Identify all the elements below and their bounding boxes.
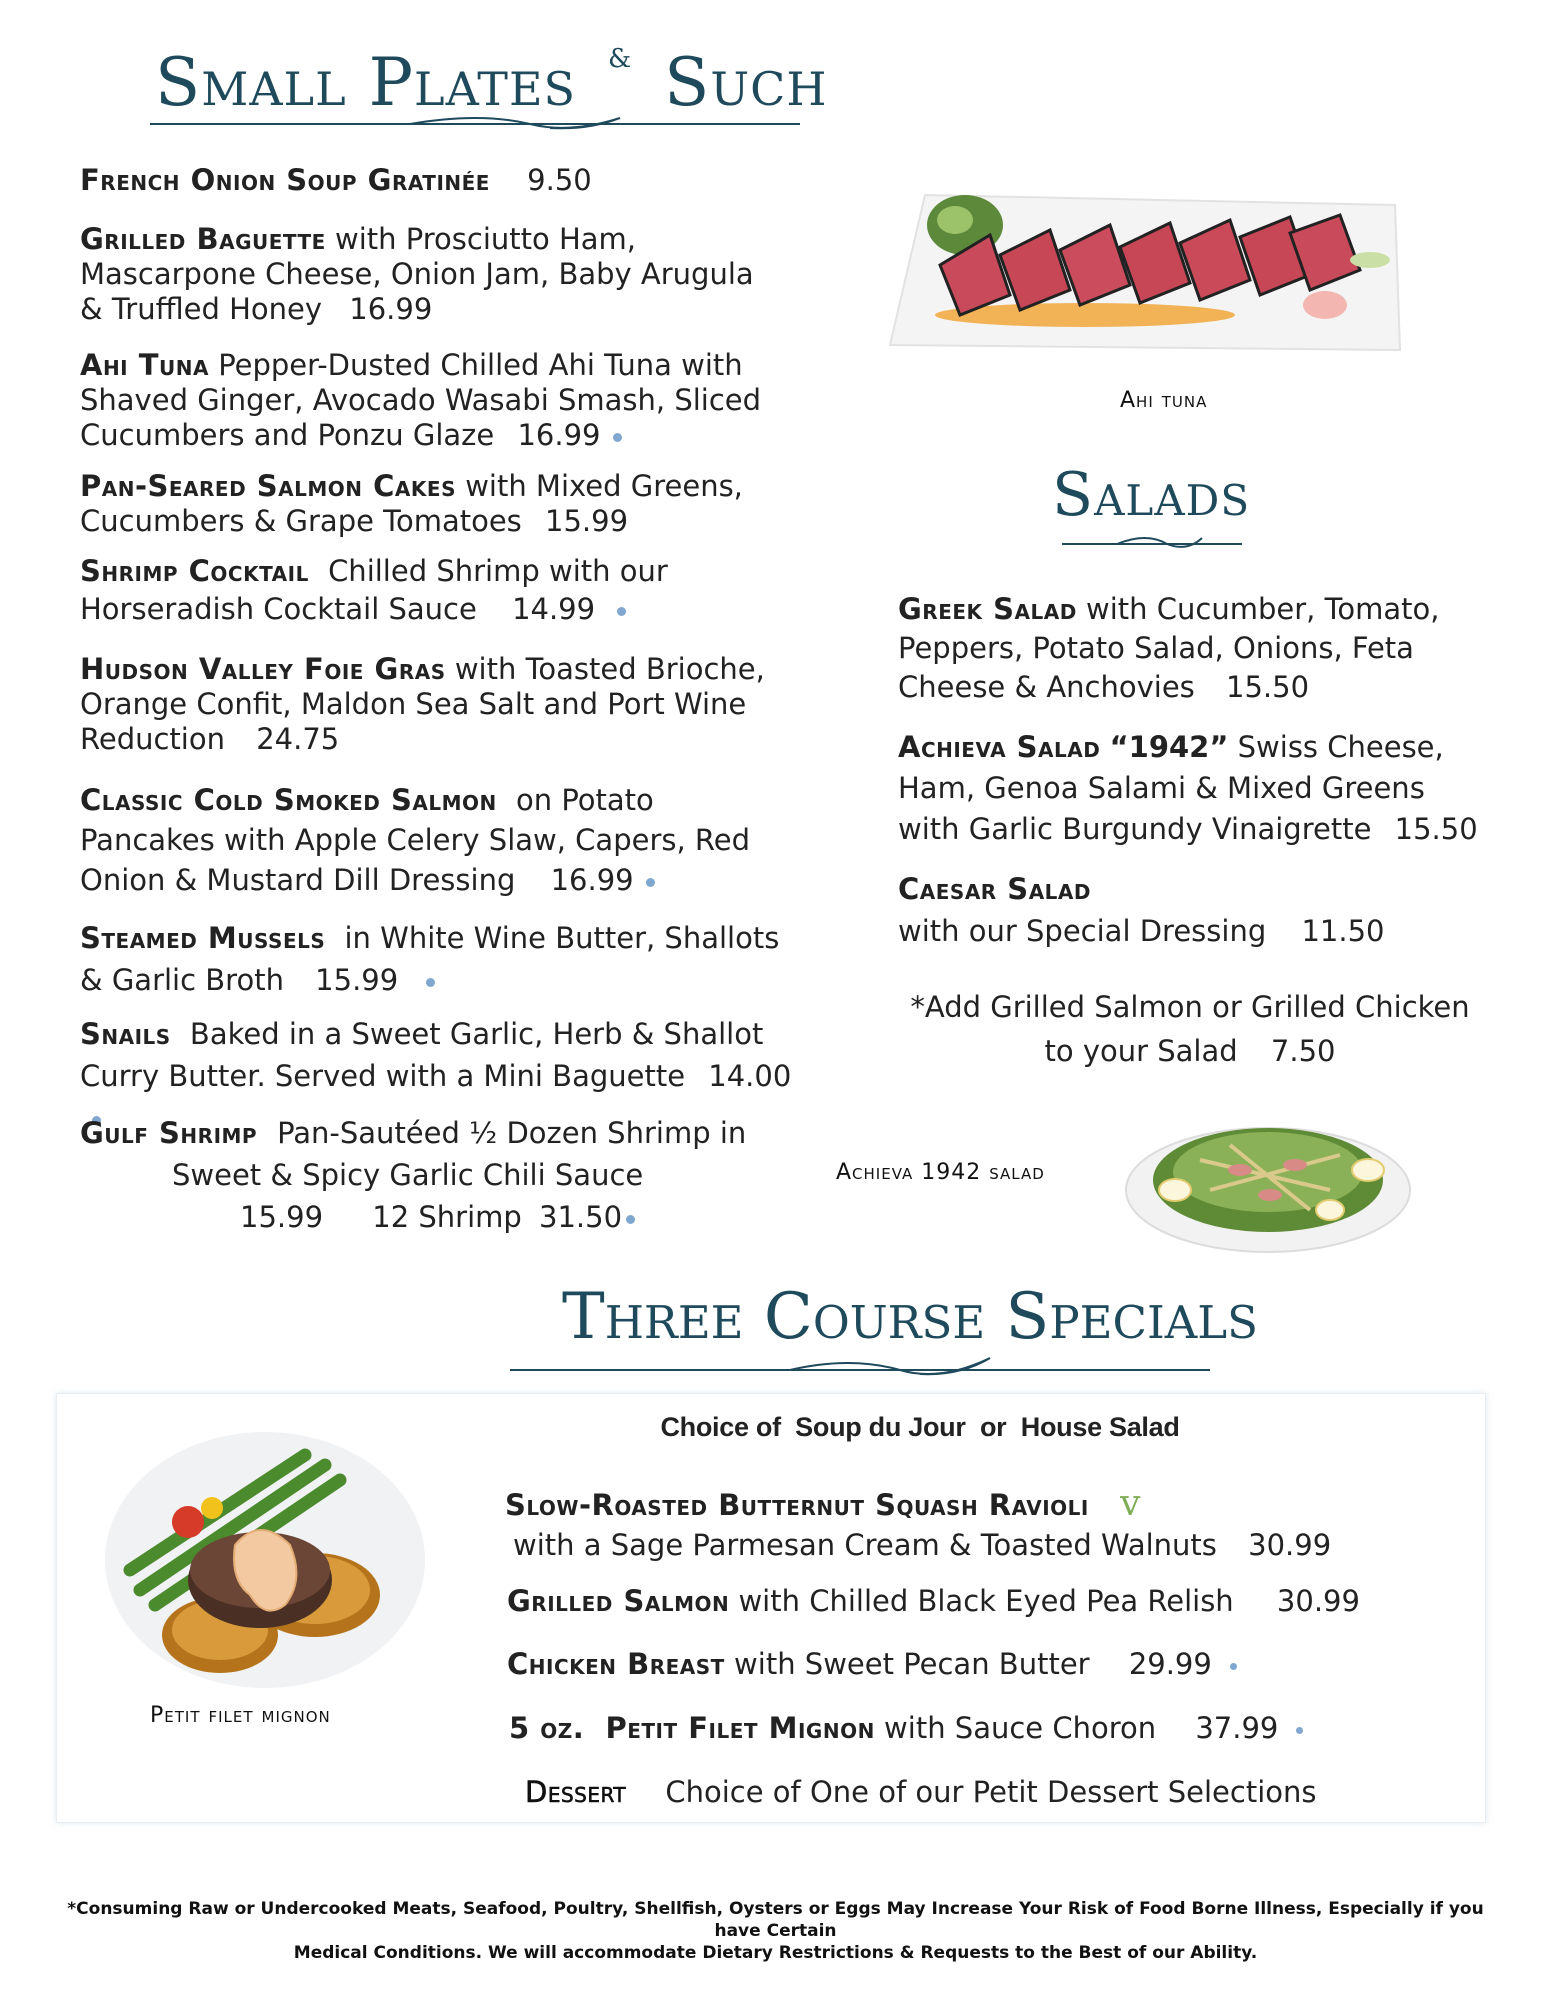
item-price: 15.50 (1226, 670, 1310, 704)
special-dot-icon (426, 978, 435, 987)
filet-mignon-photo (100, 1430, 430, 1690)
menu-item-salmon-cakes (80, 469, 800, 539)
item-name: Caesar Salad (898, 872, 1091, 906)
special-dot-icon (646, 878, 655, 887)
item-desc: with Chilled Black Eyed Pea Relish (738, 1584, 1234, 1618)
achieva-salad-caption: Achieva 1942 salad (836, 1160, 1045, 1185)
item-name: Grilled Baguette (80, 222, 326, 256)
item-price: 15.50 (1394, 812, 1478, 846)
item-name: 5 oz. Petit Filet Mignon (509, 1711, 875, 1745)
item-desc: in White Wine Butter, Shallots & Garlic Broth (80, 921, 780, 997)
menu-item-grilled-baguette (80, 222, 760, 327)
item-desc: Swiss Cheese, Ham, Genoa Salami & Mixed Greens with Garlic Burgundy Vinaigrette (898, 730, 1444, 846)
item-name: Shrimp Cocktail (80, 554, 309, 588)
item-desc: with Sweet Pecan Butter (734, 1647, 1090, 1681)
item-desc: with Toasted Brioche, Orange Confit, Maldon Sea Salt and Port Wine Reduction (80, 652, 765, 756)
item-desc: Chilled Shrimp with our Horseradish Cocktail Sauce (80, 554, 668, 626)
item-price: 30.99 (1276, 1584, 1360, 1618)
item-price: 16.99 (517, 418, 601, 452)
item-name: Ahi Tuna (80, 348, 209, 382)
item-name: Slow-Roasted Butternut Squash Ravioli (505, 1488, 1089, 1522)
item-name: French Onion Soup Gratinée (80, 163, 490, 197)
menu-item-french-onion (80, 163, 720, 198)
item-name: Grilled Salmon (507, 1584, 730, 1618)
special-item-salmon (507, 1584, 1407, 1619)
special-dot-icon (1230, 1663, 1237, 1670)
item-desc: Pepper-Dusted Chilled Ahi Tuna with Shaved Ginger, Avocado Wasabi Smash, Sliced Cucumbers and Ponzu Glaze (80, 348, 762, 452)
footer-disclaimer (60, 1898, 1491, 1964)
item-price: 30.99 (1248, 1528, 1332, 1562)
item-price: 15.99 (240, 1200, 324, 1234)
special-item-filet (509, 1711, 1409, 1746)
special-item-chicken (507, 1647, 1407, 1682)
item-price: 15.99 (545, 504, 629, 538)
item-desc: with our Special Dressing (898, 914, 1267, 948)
special-dot-icon (617, 607, 626, 616)
item-price-label: 12 Shrimp (372, 1200, 522, 1234)
item-price: 11.50 (1301, 914, 1385, 948)
salad-addon-line2: to your Salad (1044, 1034, 1238, 1068)
item-price: 16.99 (349, 292, 433, 326)
item-name: Classic Cold Smoked Salmon (80, 783, 497, 817)
item-price-2: 31.50 (539, 1200, 623, 1234)
salads-heading: Salads (1052, 460, 1251, 530)
specials-flourish (510, 1352, 1210, 1382)
special-dot-icon (1296, 1727, 1303, 1734)
special-item-ravioli (505, 1484, 1405, 1565)
item-name: Greek Salad (898, 592, 1077, 626)
item-name: Dessert (525, 1775, 627, 1809)
item-desc: Baked in a Sweet Garlic, Herb & Shallot Curry Butter. Served with a Mini Baguette (80, 1017, 764, 1093)
special-dot-icon (613, 433, 622, 442)
item-price: 16.99 (550, 863, 634, 897)
item-desc-line2: Sweet & Spicy Garlic Chili Sauce (172, 1158, 644, 1192)
salad-addon (890, 985, 1490, 1073)
specials-heading: Three Course Specials (562, 1280, 1258, 1354)
small-plates-amp: & (608, 44, 633, 74)
salad-item-greek (898, 590, 1478, 707)
item-name: Chicken Breast (507, 1647, 725, 1681)
menu-item-mussels (80, 917, 780, 1001)
footer-line1: *Consuming Raw or Undercooked Meats, Seafood, Poultry, Shellfish, Oysters or Eggs May Increase Your Risk of Food Borne Illness, Especially if you have Certain (67, 1899, 1484, 1941)
special-item-dessert (525, 1775, 1425, 1810)
item-desc: on Potato Pancakes with Apple Celery Slaw, Capers, Red Onion & Mustard Dill Dressing (80, 783, 751, 897)
item-desc: with Mixed Greens, Cucumbers & Grape Tomatoes (80, 469, 743, 538)
item-name: Hudson Valley Foie Gras (80, 652, 446, 686)
salad-addon-price: 7.50 (1270, 1034, 1336, 1068)
filet-mignon-caption: Petit filet mignon (150, 1703, 331, 1728)
small-plates-title-end: Such (664, 44, 828, 121)
item-price: 14.99 (512, 592, 596, 626)
item-desc: Choice of One of our Petit Dessert Selections (665, 1775, 1317, 1809)
salad-item-achieva (898, 727, 1478, 850)
item-price: 29.99 (1128, 1647, 1212, 1681)
ahi-tuna-photo (885, 165, 1405, 365)
item-name: Pan-Seared Salmon Cakes (80, 469, 456, 503)
item-desc: with Cucumber, Tomato, Peppers, Potato Salad, Onions, Feta Cheese & Anchovies (898, 592, 1440, 704)
menu-item-ahi-tuna (80, 348, 780, 453)
salads-flourish (1062, 530, 1242, 552)
menu-item-shrimp-cocktail (80, 552, 700, 628)
item-desc: with a Sage Parmesan Cream & Toasted Walnuts (513, 1528, 1217, 1562)
item-desc: with Prosciutto Ham, Mascarpone Cheese, Onion Jam, Baby Arugula & Truffled Honey (80, 222, 754, 326)
vegetarian-leaf-icon: ⅴ (1120, 1483, 1141, 1524)
item-name: Gulf Shrimp (80, 1116, 258, 1150)
menu-item-foie-gras (80, 652, 800, 757)
item-name: Snails (80, 1017, 171, 1051)
special-dot-icon (626, 1215, 635, 1224)
footer-line2: Medical Conditions. We will accommodate Dietary Restrictions & Requests to the Best of our Ability. (293, 1943, 1258, 1963)
item-price: 37.99 (1195, 1711, 1279, 1745)
item-price: 9.50 (527, 163, 592, 197)
item-price: 15.99 (315, 963, 399, 997)
item-name: Steamed Mussels (80, 921, 326, 955)
item-desc: with Sauce Choron (884, 1711, 1157, 1745)
specials-choice: Choice of Soup du Jour or House Salad (660, 1412, 1180, 1442)
small-plates-flourish (150, 110, 800, 136)
item-price: 24.75 (256, 722, 340, 756)
menu-item-smoked-salmon (80, 780, 780, 900)
achieva-salad-photo (1120, 1100, 1415, 1260)
salad-addon-line1: *Add Grilled Salmon or Grilled Chicken (910, 990, 1470, 1024)
menu-item-gulf-shrimp (80, 1112, 800, 1238)
small-plates-title: Small Plates (155, 44, 577, 121)
item-quote: “1942” (1109, 730, 1229, 764)
item-name: Achieva Salad (898, 730, 1101, 764)
item-desc-line1: Pan-Sautéed ½ Dozen Shrimp in (277, 1116, 747, 1150)
salad-item-caesar (898, 868, 1478, 952)
ahi-tuna-caption: Ahi tuna (1120, 388, 1208, 413)
item-price: 14.00 (708, 1059, 792, 1093)
